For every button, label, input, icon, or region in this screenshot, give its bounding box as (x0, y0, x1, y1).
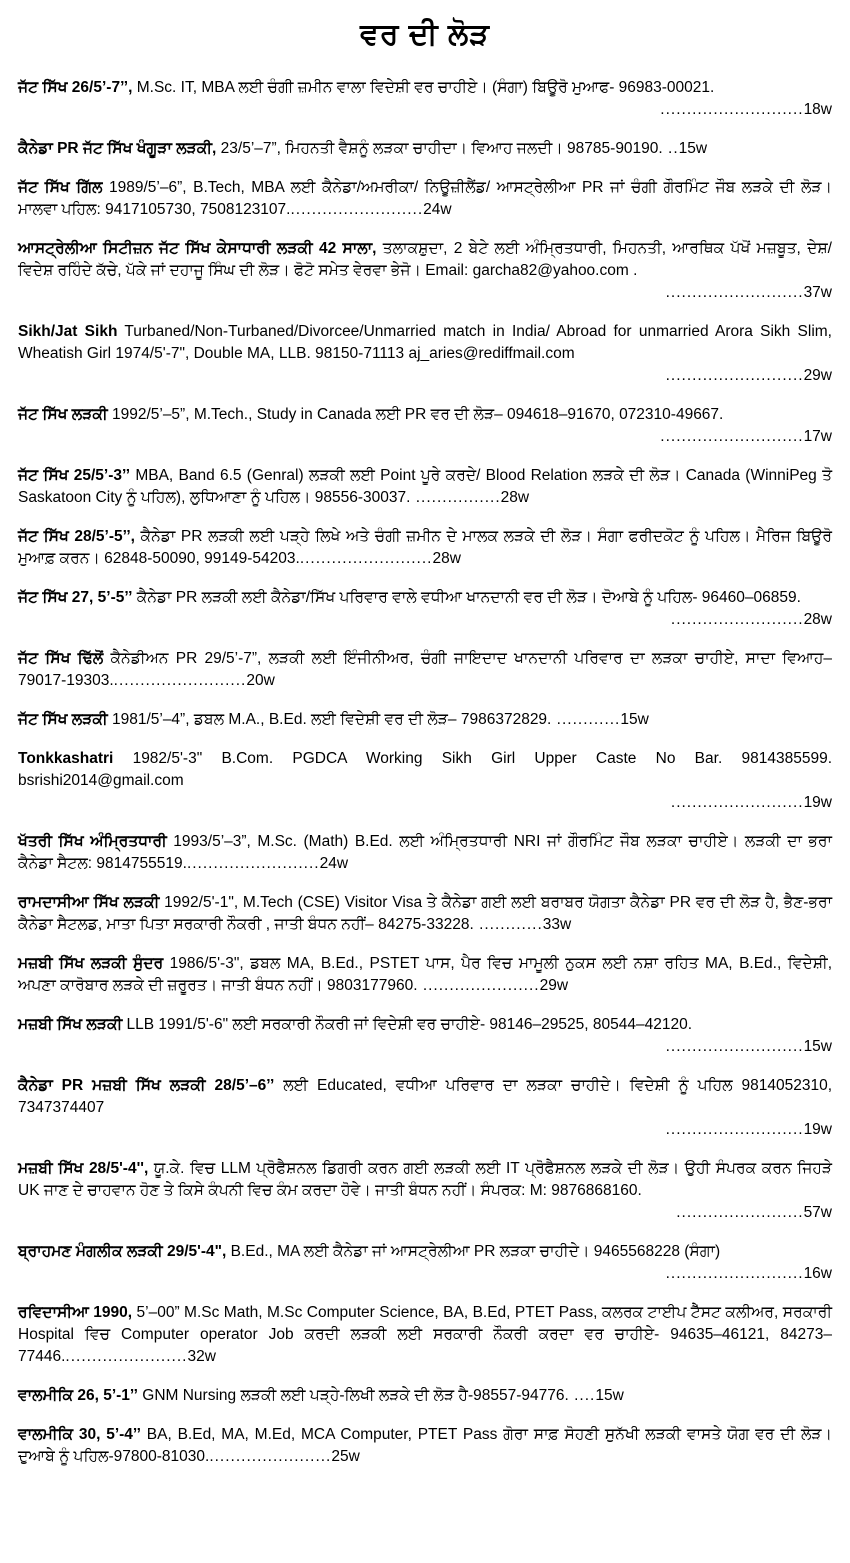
ad-leader-dots: ...................... (417, 977, 540, 994)
ad-wordcount-group (290, 201, 451, 218)
ad-body: ਤਲਾਕਸ਼ੁਦਾ, 2 ਬੇਟੇ ਲਈ ਅੰਮ੍ਰਿਤਧਾਰੀ, ਮਿਹਨਤੀ, ਆਰਥਿਕ ਪੱਖੋਂ ਮਜ਼ਬੂਤ, ਦੇਸ਼/ਵਿਦੇਸ਼ ਰਹਿੰਦੇ ਕੱਚੇ, ਪੱਕੇ ਜਾਂ ਦਹਾਜੂ ਸਿੰਘ ਦੀ ਲੋੜ। ਫੋਟੋ ਸਮੇਤ ਵੇਰਵਾ ਭੇਜੋ। Email: garcha82@yahoo.com . (18, 240, 832, 279)
ad-leader-dots: ....................... (209, 1448, 332, 1465)
ad-lead: ਜੱਟ ਸਿੱਖ ਲੜਕੀ (18, 711, 108, 728)
ad-leader-dots: ......................... (113, 672, 247, 689)
ad-leader-dots: .. (662, 140, 679, 157)
ad-lead: ਕੈਨੇਡਾ PR ਮਜ਼ਬੀ ਸਿੱਖ ਲੜਕੀ 28/5’–6’’ (18, 1077, 275, 1094)
ad-leader-dots: .......................... (665, 1265, 804, 1282)
ad-body: 1992/5’–5”, M.Tech., Study in Canada ਲਈ PR ਵਰ ਦੀ ਲੋੜ– 094618–91670, 072310-49667. (107, 406, 724, 423)
ad-lead: ਮਜ਼ਬੀ ਸਿੱਖ 28/5'-4'', (18, 1160, 149, 1177)
ad-wordcount-group (551, 711, 648, 728)
ad-wordcount: 29w (539, 977, 569, 994)
classified-ad (18, 138, 832, 160)
ad-wordcount: 37w (803, 284, 832, 301)
classified-ad (18, 709, 832, 731)
ad-lead: ਜੱਟ ਸਿੱਖ 25/5’-3’’ (18, 467, 131, 484)
ad-lead: ਮਜ਼ਬੀ ਸਿੱਖ ਲੜਕੀ ਸੁੰਦਰ (18, 955, 164, 972)
classified-ad (18, 587, 832, 631)
ad-wordcount: 25w (331, 1448, 360, 1465)
ad-body: B.Ed., MA ਲਈ ਕੈਨੇਡਾ ਜਾਂ ਆਸਟ੍ਰੇਲੀਆ PR ਲੜਕਾ ਚਾਹੀਦੇ। 9465568228 (ਸੰਗਾ) (226, 1243, 721, 1260)
ad-body: 1992/5'-1", M.Tech (CSE) Visitor Visa ਤੇ ਕੈਨੇਡਾ ਗਈ ਲਈ ਬਰਾਬਰ ਯੋਗਤਾ ਕੈਨੇਡਾ PR ਵਰ ਦੀ ਲੋੜ ਹੈ, ਭੈਣ-ਭਰਾ ਕੈਨੇਡਾ ਸੈਟਲਡ, ਮਾਤਾ ਪਿਤਾ ਸਰਕਾਰੀ ਨੌਕਰੀ , ਜਾਤੀ ਬੰਧਨ ਨਹੀਂ– 84275-33228. (18, 894, 832, 933)
ad-body: 23/5’–7”, ਮਿਹਨਤੀ ਵੈਸ਼ਨੂੰ ਲੜਕਾ ਚਾਹੀਦਾ। ਵਿਆਹ ਜਲਦੀ। 98785-90190. (216, 140, 663, 157)
classified-ad (18, 1158, 832, 1224)
ad-wordcount-group (114, 672, 275, 689)
classified-ad (18, 1302, 832, 1368)
classified-ad (18, 465, 832, 509)
ad-wordcount-group (18, 282, 832, 304)
ad-wordcount-group (18, 609, 832, 631)
ad-lead: Tonkkashatri (18, 750, 114, 767)
ad-wordcount: 29w (803, 367, 832, 384)
ad-wordcount-group (418, 977, 569, 994)
classified-ad (18, 1241, 832, 1285)
ad-wordcount-group (569, 1387, 624, 1404)
ad-leader-dots: .......................... (665, 284, 804, 301)
ad-wordcount-group (18, 1263, 832, 1285)
ad-lead: ਜੱਟ ਸਿੱਖ ਢਿੱਲੋਂ (18, 650, 104, 667)
ad-leader-dots: ........................ (676, 1204, 804, 1221)
ad-lead: ਜੱਟ ਸਿੱਖ ਗਿੱਲ (18, 179, 103, 196)
ad-wordcount: 28w (803, 611, 832, 628)
classified-ad (18, 1424, 832, 1468)
ad-wordcount-group (18, 426, 832, 448)
classified-ad (18, 648, 832, 692)
ad-leader-dots: .......................... (665, 1121, 804, 1138)
ad-leader-dots: ............ (473, 916, 543, 933)
classified-ad (18, 1385, 832, 1407)
ad-leader-dots: ....................... (65, 1348, 188, 1365)
ad-wordcount: 16w (803, 1265, 832, 1282)
ad-wordcount: 20w (246, 672, 275, 689)
classified-ad (18, 953, 832, 997)
ad-wordcount: 24w (319, 855, 349, 872)
ad-body: MBA, Band 6.5 (Genral) ਲੜਕੀ ਲਈ Point ਪੂਰੇ ਕਰਦੇ/ Blood Relation ਲੜਕੇ ਦੀ ਲੋੜ। Canada (WinniPeg ਤੋ Saskatoon City ਨੂੰ ਪਹਿਲ), ਲੁਧਿਆਣਾ ਨੂੰ ਪਹਿਲ। 98556-30037. (18, 467, 832, 506)
ad-wordcount-group (18, 99, 832, 121)
ad-wordcount: 24w (423, 201, 452, 218)
ad-wordcount-group (65, 1348, 216, 1365)
ad-body: BA, B.Ed, MA, M.Ed, MCA Computer, PTET Pass ਗੋਰਾ ਸਾਫ਼ ਸੋਹਣੀ ਸੁਨੱਖੀ ਲੜਕੀ ਵਾਸਤੇ ਯੋਗ ਵਰ ਦੀ ਲੋੜ। ਦੁਆਬੇ ਨੂੰ ਪਹਿਲ-97800-81030. (18, 1426, 832, 1465)
ad-wordcount: 28w (432, 550, 461, 567)
ad-lead: ਆਸਟ੍ਰੇਲੀਆ ਸਿਟੀਜ਼ਨ ਜੱਟ ਸਿੱਖ ਕੇਸਾਧਾਰੀ ਲੜਕੀ 42 ਸਾਲਾ, (18, 240, 377, 257)
ad-lead: ਜੱਟ ਸਿੱਖ ਲੜਕੀ (18, 406, 108, 423)
ad-body: 5’–00” M.Sc Math, M.Sc Computer Science, BA, B.Ed, PTET Pass, ਕਲਰਕ ਟਾਈਪ ਟੈੱਸਟ ਕਲੀਅਰ, ਸਰਕਾਰੀ Hospital ਵਿਚ Computer operator Job ਕਰਦੀ ਲੜਕੀ ਲਈ ਸਰਕਾਰੀ ਨੌਕਰੀ ਕਰਦਾ ਵਰ ਚਾਹੀਏ- 94635–46121, 84273–77446. (18, 1304, 833, 1365)
ad-lead: Sikh/Jat Sikh (18, 323, 118, 340)
ad-lead: ਬ੍ਰਾਹਮਣ ਮੰਗਲੀਕ ਲੜਕੀ 29/5'-4", (18, 1243, 227, 1260)
ad-wordcount: 32w (187, 1348, 216, 1365)
classified-ad (18, 77, 832, 121)
ad-lead: ਕੈਨੇਡਾ PR ਜੱਟ ਸਿੱਖ ਖੰਗੂੜਾ ਲੜਕੀ, (18, 140, 217, 157)
classified-ad (18, 1014, 832, 1058)
classified-ad (18, 748, 832, 814)
ad-wordcount-group (187, 855, 348, 872)
ad-leader-dots: ........................... (660, 428, 804, 445)
ad-leader-dots: .... (568, 1387, 596, 1404)
ad-body: 1989/5’–6”, B.Tech, MBA ਲਈ ਕੈਨੇਡਾ/ਅਮਰੀਕਾ/ ਨਿਊਜ਼ੀਲੈਂਡ/ ਆਸਟ੍ਰੇਲੀਆ PR ਜਾਂ ਚੰਗੀ ਗੌਰਮਿੰਟ ਜੌਬ ਲੜਕੇ ਦੀ ਲੋੜ। ਮਾਲਵਾ ਪਹਿਲ: 9417105730, 7508123107. (18, 179, 832, 218)
ad-body: ਕੈਨੇਡਾ PR ਲੜਕੀ ਲਈ ਕੈਨੇਡਾ/ਸਿੱਖ ਪਰਿਵਾਰ ਵਾਲੇ ਵਧੀਆ ਖਾਨਦਾਨੀ ਵਰ ਦੀ ਲੋੜ। ਦੋਆਬੇ ਨੂੰ ਪਹਿਲ- 96460–06859. (132, 589, 801, 606)
classified-ad (18, 177, 832, 221)
ad-lead: ਖੱਤਰੀ ਸਿੱਖ ਅੰਮ੍ਰਿਤਧਾਰੀ (18, 833, 167, 850)
ad-leader-dots: .......................... (665, 367, 804, 384)
ad-lead: ਜੱਟ ਸਿੱਖ 28/5’-5’’, (18, 528, 135, 545)
ad-lead: ਜੱਟ ਸਿੱਖ 27, 5’-5’’ (18, 589, 133, 606)
ad-body: ਕੈਨੇਡਾ PR ਲੜਕੀ ਲਈ ਪੜ੍ਹੇ ਲਿਖੇ ਅਤੇ ਚੰਗੀ ਜ਼ਮੀਨ ਦੇ ਮਾਲਕ ਲੜਕੇ ਦੀ ਲੋੜ। ਸੰਗਾ ਫਰੀਦਕੋਟ ਨੂੰ ਪਹਿਲ। ਮੈਰਿਜ ਬਿਊਰੋ ਮੁਆਫ਼ ਕਰਨ। 62848-50090, 99149-54203. (18, 528, 832, 567)
ad-wordcount: 15w (595, 1387, 624, 1404)
ad-lead: ਮਜ਼ਬੀ ਸਿੱਖ ਲੜਕੀ (18, 1016, 123, 1033)
ad-wordcount-group (18, 1119, 832, 1141)
ad-leader-dots: ............ (551, 711, 621, 728)
ad-wordcount-group (18, 1036, 832, 1058)
ad-body: 1982/5'-3" B.Com. PGDCA Working Sikh Girl Upper Caste No Bar. 9814385599. bsrishi2014@gmail.com (18, 750, 832, 789)
ad-wordcount-group (18, 792, 832, 814)
ad-wordcount-group (18, 1202, 832, 1224)
ad-body: 1986/5'-3", ਡਬਲ MA, B.Ed., PSTET ਪਾਸ, ਪੈਰ ਵਿਚ ਮਾਮੂਲੀ ਨੁਕਸ ਲਈ ਨਸ਼ਾ ਰਹਿਤ MA, B.Ed., ਵਿਦੇਸ਼ੀ, ਅਪਣਾ ਕਾਰੋਬਾਰ ਲੜਕੇ ਦੀ ਜ਼ਰੂਰਤ। ਜਾਤੀ ਬੰਧਨ ਨਹੀਂ। 9803177960. (18, 955, 833, 994)
ad-wordcount: 15w (678, 140, 708, 157)
classified-ad (18, 831, 832, 875)
ad-lead: ਵਾਲਮੀਕਿ 26, 5’-1’’ (18, 1387, 138, 1404)
ad-leader-dots: ......................... (186, 855, 320, 872)
ad-wordcount: 15w (803, 1038, 832, 1055)
ad-wordcount: 17w (803, 428, 832, 445)
ad-body: ਕੈਨੇਡੀਅਨ PR 29/5’-7”, ਲੜਕੀ ਲਈ ਇੰਜੀਨੀਅਰ, ਚੰਗੀ ਜਾਇਦਾਦ ਖਾਨਦਾਨੀ ਪਰਿਵਾਰ ਦਾ ਲੜਕਾ ਚਾਹੀਏ, ਸਾਦਾ ਵਿਆਹ– 79017-19303. (18, 650, 832, 689)
ad-lead: ਰਵਿਦਾਸੀਆ 1990, (18, 1304, 133, 1321)
ad-body: 1981/5’–4”, ਡਬਲ M.A., B.Ed. ਲਈ ਵਿਦੇਸ਼ੀ ਵਰ ਦੀ ਲੋੜ– 7986372829. (107, 711, 552, 728)
ad-wordcount: 15w (620, 711, 649, 728)
ad-leader-dots: ......................... (670, 794, 804, 811)
ad-body: GNM Nursing ਲੜਕੀ ਲਈ ਪੜ੍ਹੇ-ਲਿਖੀ ਲੜਕੇ ਦੀ ਲੋੜ ਹੈ-98557-94776. (137, 1387, 569, 1404)
ad-body: ਯੂ.ਕੇ. ਵਿਚ LLM ਪ੍ਰੋਫੈਸ਼ਨਲ ਡਿਗਰੀ ਕਰਨ ਗਈ ਲੜਕੀ ਲਈ IT ਪ੍ਰੋਫੈਸ਼ਨਲ ਲੜਕੇ ਦੀ ਲੋੜ। ਉਹੀ ਸੰਪਰਕ ਕਰਨ ਜਿਹੜੇ UK ਜਾਣ ਦੇ ਚਾਹਵਾਨ ਹੋਣ ਤੇ ਕਿਸੇ ਕੰਪਨੀ ਵਿਚ ਕੰਮ ਕਰਦਾ ਹੋਵੇ। ਜਾਤੀ ਬੰਧਨ ਨਹੀਂ। ਸੰਪਰਕ: M: 9876868160. (18, 1160, 832, 1199)
classified-ad (18, 526, 832, 570)
ad-leader-dots: .......................... (665, 1038, 804, 1055)
ad-body: Turbaned/Non-Turbaned/Divorcee/Unmarried match in India/ Abroad for unmarried Arora Sikh Slim, Wheatish Girl 1974/5'-7", Double MA, LLB. 98150-71113 aj_aries@rediffmail.com (18, 323, 832, 362)
ad-wordcount: 18w (803, 101, 832, 118)
ad-wordcount-group (300, 550, 461, 567)
ad-wordcount: 28w (500, 489, 530, 506)
ad-wordcount-group (663, 140, 707, 157)
ad-lead: ਰਾਮਦਾਸੀਆ ਸਿੱਖ ਲੜਕੀ (18, 894, 160, 911)
ad-wordcount-group (474, 916, 571, 933)
ad-lead: ਵਾਲਮੀਕਿ 30, 5’-4’’ (18, 1426, 141, 1443)
ad-wordcount: 57w (803, 1204, 832, 1221)
classified-ad (18, 404, 832, 448)
ad-leader-dots: ................ (410, 489, 501, 506)
classified-ad (18, 1075, 832, 1141)
ad-body: LLB 1991/5'-6" ਲਈ ਸਰਕਾਰੀ ਨੌਕਰੀ ਜਾਂ ਵਿਦੇਸ਼ੀ ਵਰ ਚਾਹੀਏ- 98146–29525, 80544–42120. (122, 1016, 693, 1033)
ad-body: 1993/5’–3”, M.Sc. (Math) B.Ed. ਲਈ ਅੰਮ੍ਰਿਤਧਾਰੀ NRI ਜਾਂ ਗੌਰਮਿੰਟ ਜੌਬ ਲੜਕਾ ਚਾਹੀਏ। ਲੜਕੀ ਦਾ ਭਰਾ ਕੈਨੇਡਾ ਸੈਟਲ: 9814755519. (18, 833, 832, 872)
classified-ad (18, 238, 832, 304)
ad-body: M.Sc. IT, MBA ਲਈ ਚੰਗੀ ਜ਼ਮੀਨ ਵਾਲਾ ਵਿਦੇਸ਼ੀ ਵਰ ਚਾਹੀਏ। (ਸੰਗਾ) ਬਿਊਰੋ ਮੁਆਫ- 96983-00021. (132, 79, 715, 96)
ad-wordcount-group (209, 1448, 360, 1465)
ad-wordcount: 19w (803, 794, 832, 811)
classified-ad (18, 892, 832, 936)
ad-leader-dots: ......................... (290, 201, 424, 218)
ad-leader-dots: ........................... (660, 101, 804, 118)
ad-wordcount: 19w (803, 1121, 832, 1138)
classified-ad-list (18, 77, 832, 1468)
ad-leader-dots: ......................... (670, 611, 804, 628)
classified-ad (18, 321, 832, 387)
ad-wordcount-group (18, 365, 832, 387)
page-title: ਵਰ ਦੀ ਲੋੜ (360, 18, 490, 51)
ad-body: ਲਈ Educated, ਵਧੀਆ ਪਰਿਵਾਰ ਦਾ ਲੜਕਾ ਚਾਹੀਦੇ। ਵਿਦੇਸ਼ੀ ਨੂੰ ਪਹਿਲ 9814052310, 7347374407 (18, 1077, 832, 1116)
ad-wordcount-group (410, 489, 529, 506)
ad-wordcount: 33w (542, 916, 572, 933)
ad-lead: ਜੱਟ ਸਿੱਖ 26/5’-7’’, (18, 79, 133, 96)
ad-leader-dots: ......................... (299, 550, 433, 567)
